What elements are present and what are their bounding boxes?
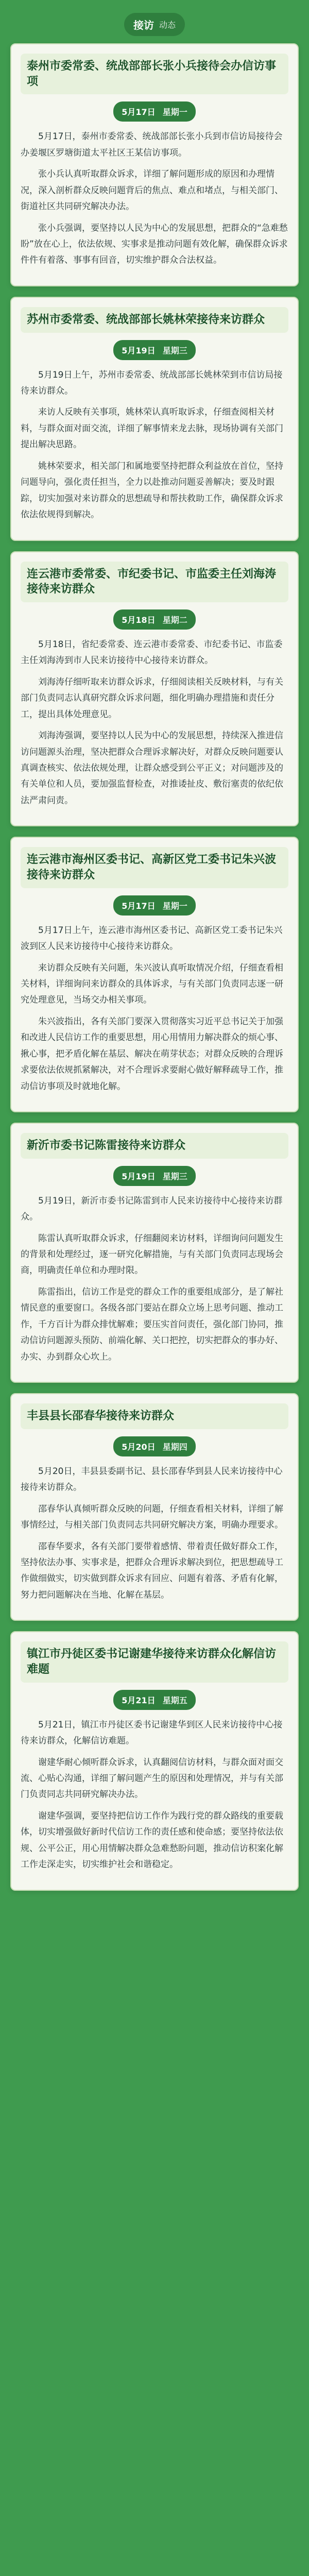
page-container (10, 0, 299, 1911)
weekday-text: 星期三 (162, 345, 187, 355)
section-card (10, 1393, 299, 1621)
section-title: 泰州市委常委、统战部部长张小兵接待会办信访事项 (21, 54, 288, 94)
date-text: 5月17日 (122, 901, 156, 911)
date-badge (113, 1690, 195, 1710)
paragraph: 谢建华耐心倾听群众诉求，认真翻阅信访材料，与群众面对面交流、心贴心沟通，详细了解问题产生的原因和处理情况，并与有关部门负责同志共同研究解决办法。 (21, 1757, 283, 1800)
date-badge-wrap (21, 895, 288, 916)
date-badge (113, 1166, 195, 1186)
paragraph: 5月19日上午，苏州市委常委、统战部部长姚林荣到市信访局接待来访群众。 (21, 369, 283, 396)
paragraph: 5月17日上午，连云港市海州区委书记、高新区党工委书记朱兴波到区人民来访接待中心接待来访群众。 (21, 925, 283, 952)
paragraph: 张小兵强调，要坚持以人民为中心的发展思想，把群众的“急难愁盼”放在心上，依法依规、实事求是推动问题有效化解，确保群众诉求件件有着落、事事有回音，切实维护群众合法权益。 (21, 223, 288, 266)
date-badge-wrap (21, 1436, 288, 1456)
weekday-text: 星期二 (162, 615, 187, 625)
header-pill (124, 13, 185, 36)
date-badge (113, 1436, 195, 1456)
date-badge (113, 609, 195, 630)
paragraph: 来访人反映有关事项，姚林荣认真听取诉求，仔细查阅相关材料，与群众面对面交流，详细了解事情来龙去脉，现场协调有关部门提出解决思路。 (21, 407, 283, 450)
date-badge (113, 895, 195, 916)
date-badge-wrap (21, 340, 288, 360)
paragraph: 谢建华强调，要坚持把信访工作作为践行党的群众路线的重要载体，切实增强做好新时代信访工作的责任感和使命感；要坚持依法依规、公平公正，用心用情解决群众急难愁盼问题，推动信访积案化解工作走深走实，切实维护社会和谐稳定。 (21, 1810, 283, 1870)
date-badge-wrap (21, 609, 288, 630)
paragraph: 邵春华要求，各有关部门要带着感情、带着责任做好群众工作，坚持依法办事、实事求是，把群众合理诉求解决到位，把思想疏导工作做细做实，切实做到群众诉求有回应、问题有着落、矛盾有化解，努力把问题解决在当地、化解在基层。 (21, 1541, 283, 1600)
weekday-text: 星期三 (162, 1171, 187, 1181)
paragraph: 姚林荣要求，相关部门和属地要坚持把群众利益放在首位，坚持问题导向，强化责任担当，全力以赴推动问题妥善解决；要及时跟踪，切实加强对来访群众的思想疏导和帮扶救助工作，确保群众诉求依法依规得到解决。 (21, 461, 283, 520)
paragraph: 5月19日，新沂市委书记陈雷到市人民来访接待中心接待来访群众。 (21, 1195, 283, 1223)
weekday-text: 星期一 (162, 107, 187, 117)
date-badge-wrap (21, 1166, 288, 1186)
date-text: 5月19日 (122, 1171, 156, 1181)
section-card (10, 1123, 299, 1383)
date-text: 5月17日 (122, 107, 156, 117)
section-card (10, 551, 299, 827)
section-card (10, 297, 299, 541)
date-badge-wrap (21, 101, 288, 122)
header-label: 接访 (133, 19, 154, 31)
date-text: 5月21日 (122, 1695, 156, 1705)
paragraph: 5月18日，省纪委常委、连云港市委常委、市纪委书记、市监委主任刘海涛到市人民来访接待中心接待来访群众。 (21, 639, 283, 666)
date-text: 5月18日 (122, 615, 156, 625)
paragraph: 陈雷认真听取群众诉求，仔细翻阅来访材料，详细询问问题发生的背景和处理经过，逐一研究化解措施，与有关部门负责同志现场会商，明确责任单位和办理时限。 (21, 1233, 283, 1276)
date-badge (113, 340, 195, 360)
paragraph: 5月21日，镇江市丹徒区委书记谢建华到区人民来访接待中心接待来访群众，化解信访难题。 (21, 1719, 283, 1747)
paragraph: 5月20日，丰县县委副书记、县长邵春华到县人民来访接待中心接待来访群众。 (21, 1466, 283, 1493)
date-badge (113, 101, 195, 122)
section-card (10, 43, 299, 286)
section-title: 镇江市丹徒区委书记谢建华接待来访群众化解信访难题 (21, 1641, 288, 1682)
section-title: 连云港市委常委、市纪委书记、市监委主任刘海涛接待来访群众 (21, 562, 288, 602)
date-text: 5月19日 (122, 345, 156, 355)
weekday-text: 星期一 (162, 901, 187, 911)
header (10, 11, 299, 37)
header-subtitle: 动态 (159, 20, 176, 30)
paragraph: 陈雷指出，信访工作是党的群众工作的重要组成部分，是了解社情民意的重要窗口。各级各部门要站在群众立场上思考问题、推动工作，千方百计为群众排忧解难；要压实首问责任，强化部门协同，推动信访问题源头预防、前端化解、关口把控，切实把群众的事办好、办实、办到群众心坎上。 (21, 1286, 283, 1362)
section-title: 连云港市海州区委书记、高新区党工委书记朱兴波接待来访群众 (21, 847, 288, 888)
bottom-spacer (10, 1901, 299, 1911)
section-card (10, 1631, 299, 1890)
weekday-text: 星期四 (162, 1442, 187, 1452)
section-title: 新沂市委书记陈雷接待来访群众 (21, 1133, 288, 1159)
date-text: 5月20日 (122, 1442, 156, 1452)
paragraph: 张小兵认真听取群众诉求，详细了解问题形成的原因和办理情况，深入剖析群众反映问题背后的焦点、难点和堵点，与相关部门、街道社区共同研究解决办法。 (21, 169, 283, 212)
paragraph: 邵春华认真倾听群众反映的问题，仔细查看相关材料，详细了解事情经过，与相关部门负责同志共同研究解决方案，明确办理要求。 (21, 1503, 283, 1531)
paragraph: 刘海涛强调，要坚持以人民为中心的发展思想，持续深入推进信访问题源头治理，坚决把群众合理诉求解决好，对群众反映问题要认真调查核实、依法依规处理，让群众感受到公平正义；对问题涉及的有关单位和人员，要加强监督检查，对推诿扯皮、敷衍塞责的依纪依法严肃问责。 (21, 731, 283, 806)
section-title: 丰县县长邵春华接待来访群众 (21, 1403, 288, 1429)
section-card (10, 837, 299, 1112)
paragraph: 5月17日，泰州市委常委、统战部部长张小兵到市信访局接待会办姜堰区罗塘街道太平社区王某信访事项。 (21, 131, 283, 158)
weekday-text: 星期五 (162, 1695, 187, 1705)
paragraph: 来访群众反映有关问题，朱兴波认真听取情况介绍，仔细查看相关材料，详细询问来访群众的具体诉求，与有关部门负责同志逐一研究处理意见，当场交办相关事项。 (21, 962, 283, 1006)
section-title: 苏州市委常委、统战部部长姚林荣接待来访群众 (21, 307, 288, 333)
paragraph: 朱兴波指出，各有关部门要深入贯彻落实习近平总书记关于加强和改进人民信访工作的重要思想，用心用情用力解决群众的烦心事、揪心事，把矛盾化解在基层、解决在萌芽状态；对群众反映的合理诉求要依法依规抓紧解决，对不合理诉求要耐心做好解释疏导工作，推动信访事项及时就地化解。 (21, 1016, 283, 1092)
date-badge-wrap (21, 1690, 288, 1710)
paragraph: 刘海涛仔细听取来访群众诉求，仔细阅读相关反映材料，与有关部门负责同志认真研究群众诉求问题，细化明确办理措施和责任分工，提出具体处理意见。 (21, 676, 283, 720)
